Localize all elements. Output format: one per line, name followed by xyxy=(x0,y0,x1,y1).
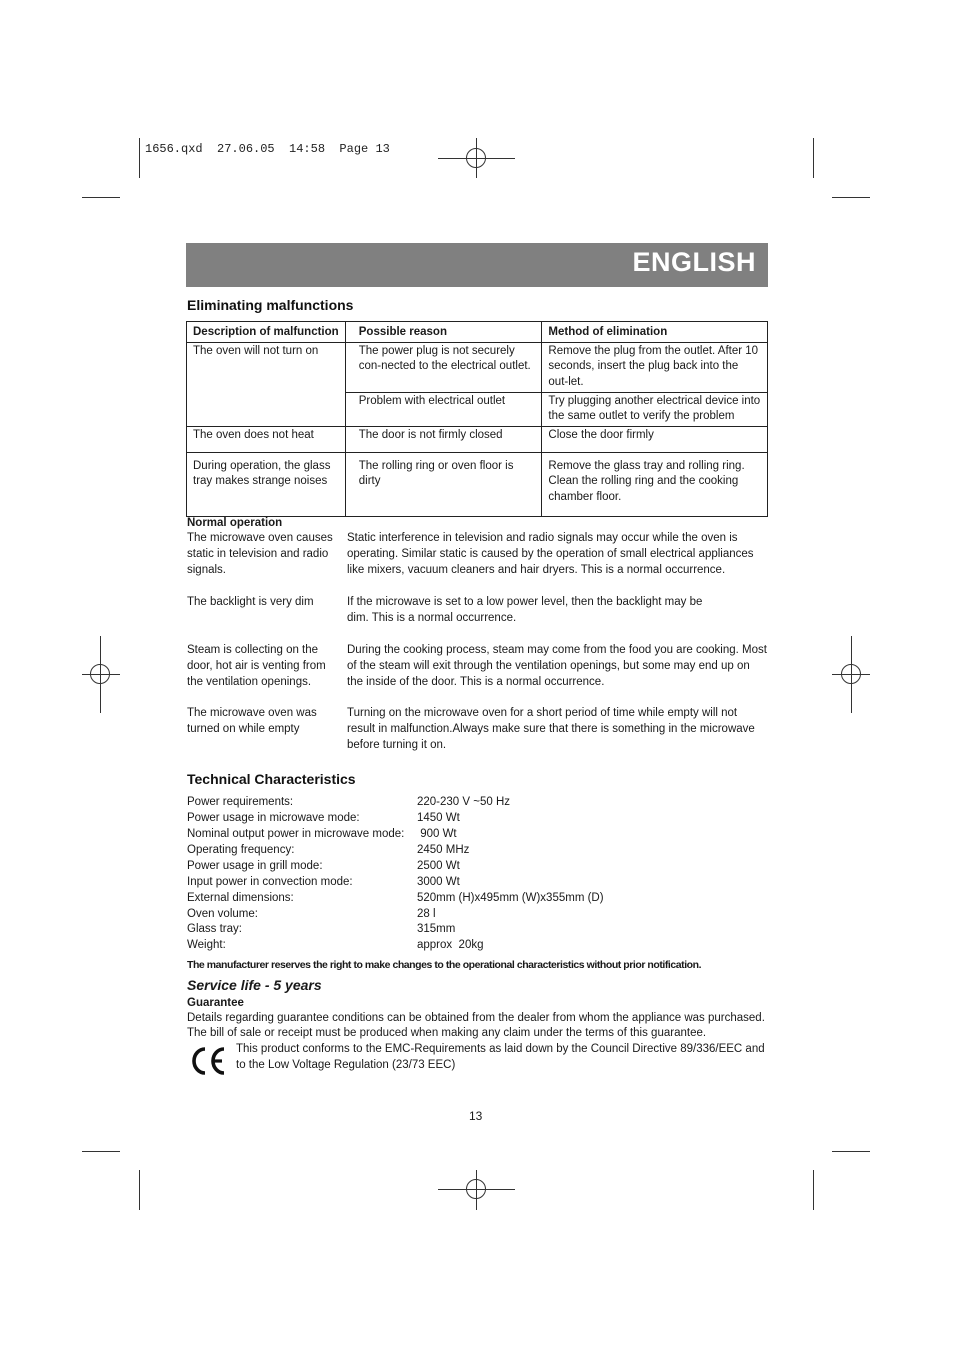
spec-label: Operating frequency: xyxy=(187,844,295,856)
normal-operation-heading: Normal operation xyxy=(187,517,283,529)
spec-label: Weight: xyxy=(187,939,226,951)
ce-compliance-text: This product conforms to the EMC-Requirements as laid down by the Council Directive 89/336/EEC and to the Low Voltage Regulation (23/73 EEC) xyxy=(236,1043,765,1071)
spec-value: 900 Wt xyxy=(417,828,457,840)
spec-value: 520mm (H)x495mm (W)x355mm (D) xyxy=(417,892,604,904)
table-cell: Remove the plug from the outlet. After 10 seconds, insert the plug back into the out-let. xyxy=(542,342,768,392)
crop-mark xyxy=(813,138,814,178)
manufacturer-notice: The manufacturer reserves the right to make changes to the operational characteristics without prior notification. xyxy=(187,959,702,971)
item-text: During the cooking process, steam may come from the food you are cooking. Most of the steam will exit through the ventilation openings, but some may end up on the inside of the door. This is a normal occurrence. xyxy=(347,644,767,688)
table-cell: Try plugging another electrical device into the same outlet to verify the problem xyxy=(542,392,768,426)
table-cell: Remove the glass tray and rolling ring. Clean the rolling ring and the cooking chamber floor. xyxy=(542,452,768,516)
crop-mark xyxy=(832,1151,870,1152)
list-item xyxy=(187,642,767,692)
spec-value: 315mm xyxy=(417,923,456,935)
spec-value: 220-230 V ~50 Hz xyxy=(417,796,511,808)
crop-mark xyxy=(139,138,140,178)
table-row xyxy=(187,426,768,452)
table-cell: During operation, the glass tray makes strange noises xyxy=(187,452,346,516)
table-cell: The oven will not turn on xyxy=(187,342,346,426)
table-row xyxy=(187,342,768,392)
spec-label: Power usage in grill mode: xyxy=(187,860,323,872)
item-text: If the microwave is set to a low power level, then the backlight may be dim. This is a normal occurrence. xyxy=(347,596,703,624)
item-text: Static interference in television and radio signals may occur while the oven is operating. Similar static is caused by the operation of small electrical appliances like mixers, vacuum cleaners and hair dryers. This is a normal occurrence. xyxy=(347,532,754,576)
spec-label: Oven volume: xyxy=(187,908,258,920)
list-item xyxy=(187,594,767,628)
banner-title: ENGLISH xyxy=(632,247,756,277)
service-life: Service life - 5 years xyxy=(187,977,322,993)
spec-value: 2500 Wt xyxy=(417,860,460,872)
malfunctions-heading: Eliminating malfunctions xyxy=(187,297,354,313)
page-number: 13 xyxy=(469,1109,483,1123)
item-label: The backlight is very dim xyxy=(187,596,314,608)
item-text: Turning on the microwave oven for a short period of time while empty will not result in malfunction.Always make sure that there is something in the microwave before turning it on. xyxy=(347,707,755,751)
guarantee-heading: Guarantee xyxy=(187,997,244,1009)
technical-heading: Technical Characteristics xyxy=(187,771,356,787)
item-label: The microwave oven was turned on while empty xyxy=(187,707,317,735)
spec-value: 3000 Wt xyxy=(417,876,460,888)
table-cell: The power plug is not securely con-nected to the electrical outlet. xyxy=(345,342,542,392)
spec-label: Power requirements: xyxy=(187,796,294,808)
malfunctions-table xyxy=(186,321,768,517)
column-header: Description of malfunction xyxy=(187,322,346,343)
crop-mark xyxy=(832,197,870,198)
table-cell: The door is not firmly closed xyxy=(345,426,542,452)
column-header: Possible reason xyxy=(345,322,542,343)
table-header-row xyxy=(187,322,768,343)
spec-value: 1450 Wt xyxy=(417,812,460,824)
item-label: Steam is collecting on the door, hot air is venting from the ventilation openings. xyxy=(187,644,326,688)
column-header: Method of elimination xyxy=(542,322,768,343)
spec-label: External dimensions: xyxy=(187,892,294,904)
spec-label: Power usage in microwave mode: xyxy=(187,812,360,824)
guarantee-text: Details regarding guarantee conditions can be obtained from the dealer from whom the appliance was purchased. xyxy=(187,1012,765,1024)
spec-value: 2450 MHz xyxy=(417,844,470,856)
spec-label: Glass tray: xyxy=(187,923,242,935)
guarantee-text: The bill of sale or receipt must be produced when making any claim under the terms of this guarantee. xyxy=(187,1027,707,1039)
spec-label: Input power in convection mode: xyxy=(187,876,353,888)
spec-value: approx 20kg xyxy=(417,939,484,951)
list-item xyxy=(187,705,767,755)
table-row xyxy=(187,452,768,516)
table-cell: Problem with electrical outlet xyxy=(345,392,542,426)
crop-mark xyxy=(82,197,120,198)
spec-value: 28 l xyxy=(417,908,436,920)
language-banner xyxy=(186,243,768,287)
ce-mark xyxy=(188,1044,228,1078)
item-label: The microwave oven causes static in television and radio signals. xyxy=(187,532,333,576)
crop-mark xyxy=(139,1170,140,1210)
table-cell: The rolling ring or oven floor is dirty xyxy=(345,452,542,516)
crop-mark xyxy=(82,1151,120,1152)
table-cell: The oven does not heat xyxy=(187,426,346,452)
file-slug: 1656.qxd 27.06.05 14:58 Page 13 xyxy=(145,142,390,156)
spec-label: Nominal output power in microwave mode: xyxy=(187,828,405,840)
list-item xyxy=(187,530,767,580)
crop-mark xyxy=(813,1170,814,1210)
table-cell: Close the door firmly xyxy=(542,426,768,452)
